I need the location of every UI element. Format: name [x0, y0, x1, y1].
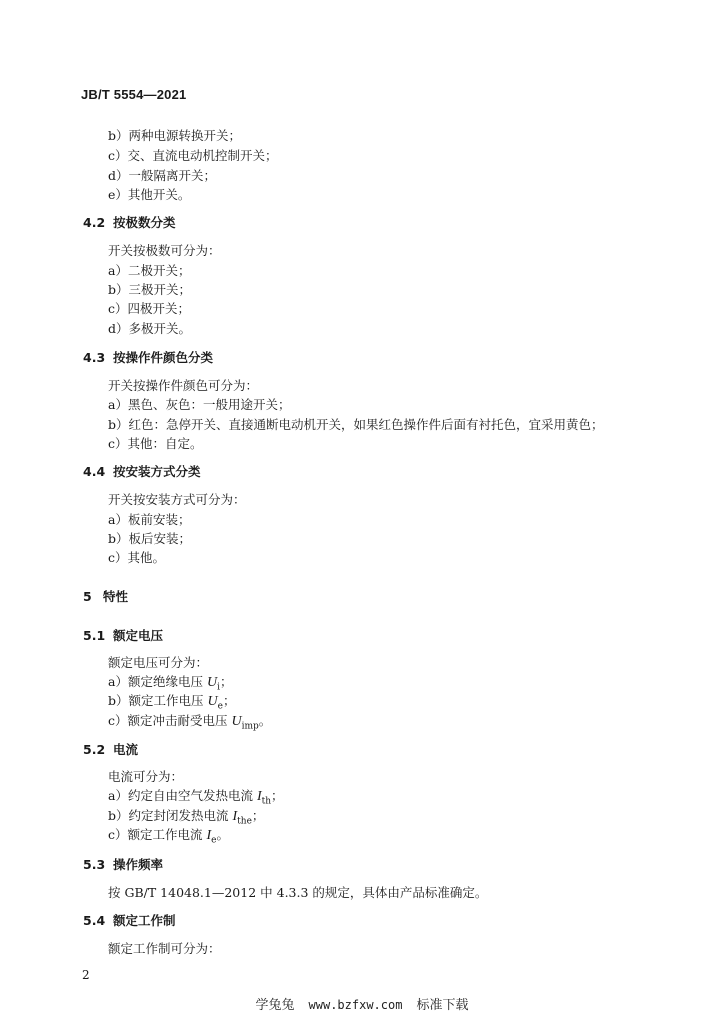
section-heading-5-2	[83, 740, 138, 758]
item-text: c）额定冲击耐受电压	[108, 713, 232, 728]
paragraph: 额定电压可分为：	[108, 655, 209, 670]
section-title: 按操作件颜色分类	[113, 350, 214, 365]
item-end: 。	[258, 713, 272, 728]
list-item: b）板后安装；	[108, 531, 192, 546]
chapter-heading-5	[83, 587, 128, 605]
symbol: I	[206, 828, 212, 843]
section-number: 5.2	[83, 742, 106, 757]
chapter-title: 特性	[103, 589, 129, 604]
footer-left: 学兔兔	[255, 998, 295, 1013]
item-text: b）约定封闭发热电流	[108, 808, 233, 823]
section-title: 额定工作制	[113, 913, 176, 928]
list-item: b）三极开关；	[108, 282, 192, 297]
item-end: ；	[222, 693, 236, 708]
list-item: c）其他。	[108, 550, 166, 565]
section-number: 4.2	[83, 215, 106, 230]
list-item: b）两种电源转换开关；	[108, 128, 242, 143]
item-text: c）额定工作电流	[108, 827, 207, 842]
symbol-subscript: e	[211, 835, 217, 846]
symbol-subscript: i	[217, 682, 220, 693]
symbol-subscript: the	[237, 816, 252, 827]
footer-watermark	[0, 994, 724, 1013]
symbol: U	[206, 675, 218, 690]
item-text: a）额定绝缘电压	[108, 674, 207, 689]
section-number: 5.3	[83, 857, 106, 872]
symbol: U	[231, 714, 242, 729]
section-title: 按安装方式分类	[113, 464, 201, 479]
list-item: c）四极开关；	[108, 301, 191, 316]
list-item: a）黑色、灰色：一般用途开关；	[108, 397, 291, 412]
section-heading-5-4	[83, 911, 176, 929]
item-text: a）约定自由空气发热电流	[108, 788, 257, 803]
section-heading-4-4	[83, 462, 201, 480]
list-item	[108, 711, 271, 732]
list-item: a）二极开关；	[108, 263, 191, 278]
paragraph: 开关按极数可分为：	[108, 243, 221, 258]
paragraph: 开关按安装方式可分为：	[108, 492, 246, 507]
list-item: b）红色：急停开关、直接通断电动机开关，如果红色操作件后面有衬托色，宜采用黄色；	[108, 417, 604, 432]
section-title: 额定电压	[113, 628, 164, 643]
section-title: 按极数分类	[113, 215, 176, 230]
chapter-number: 5	[83, 589, 92, 604]
symbol-subscript: th	[261, 796, 272, 807]
symbol: I	[232, 809, 238, 824]
section-heading-4-2	[83, 213, 176, 231]
list-item: a）板前安装；	[108, 512, 191, 527]
footer-right: 标准下载	[416, 998, 469, 1013]
paragraph: 开关按操作件颜色可分为：	[108, 378, 259, 393]
paragraph: 额定工作制可分为：	[108, 941, 221, 956]
list-item	[108, 806, 264, 827]
item-end: ；	[271, 788, 284, 803]
item-end: ；	[219, 674, 233, 689]
item-end: ；	[251, 808, 265, 823]
list-item: c）交、直流电动机控制开关；	[108, 148, 278, 163]
page-number: 2	[82, 968, 90, 982]
list-item	[108, 786, 284, 807]
item-text: b）额定工作电压	[108, 693, 208, 708]
section-number: 4.3	[83, 350, 106, 365]
document-id: JB/T 5554—2021	[81, 87, 187, 102]
symbol: U	[207, 694, 218, 709]
list-item	[108, 691, 235, 712]
section-number: 5.1	[83, 628, 106, 643]
section-heading-5-1	[83, 626, 163, 644]
symbol-subscript: imp	[241, 721, 259, 732]
footer-site-link[interactable]: www.bzfxw.com	[308, 998, 403, 1012]
section-heading-4-3	[83, 348, 213, 366]
section-number: 4.4	[83, 464, 106, 479]
symbol: I	[256, 789, 262, 804]
section-heading-5-3	[83, 855, 163, 873]
symbol-subscript: e	[217, 701, 223, 712]
paragraph: 按 GB/T 14048.1—2012 中 4.3.3 的规定，具体由产品标准确定。	[108, 885, 488, 900]
section-number: 5.4	[83, 913, 106, 928]
paragraph: 电流可分为：	[108, 769, 184, 784]
item-end: 。	[216, 827, 229, 842]
section-title: 电流	[113, 742, 139, 757]
list-item: d）多极开关。	[108, 321, 192, 336]
list-item: e）其他开关。	[108, 187, 191, 202]
list-item: d）一般隔离开关；	[108, 168, 217, 183]
list-item	[108, 672, 232, 693]
section-title: 操作频率	[113, 857, 164, 872]
list-item: c）其他：自定。	[108, 436, 203, 451]
list-item	[108, 825, 229, 846]
